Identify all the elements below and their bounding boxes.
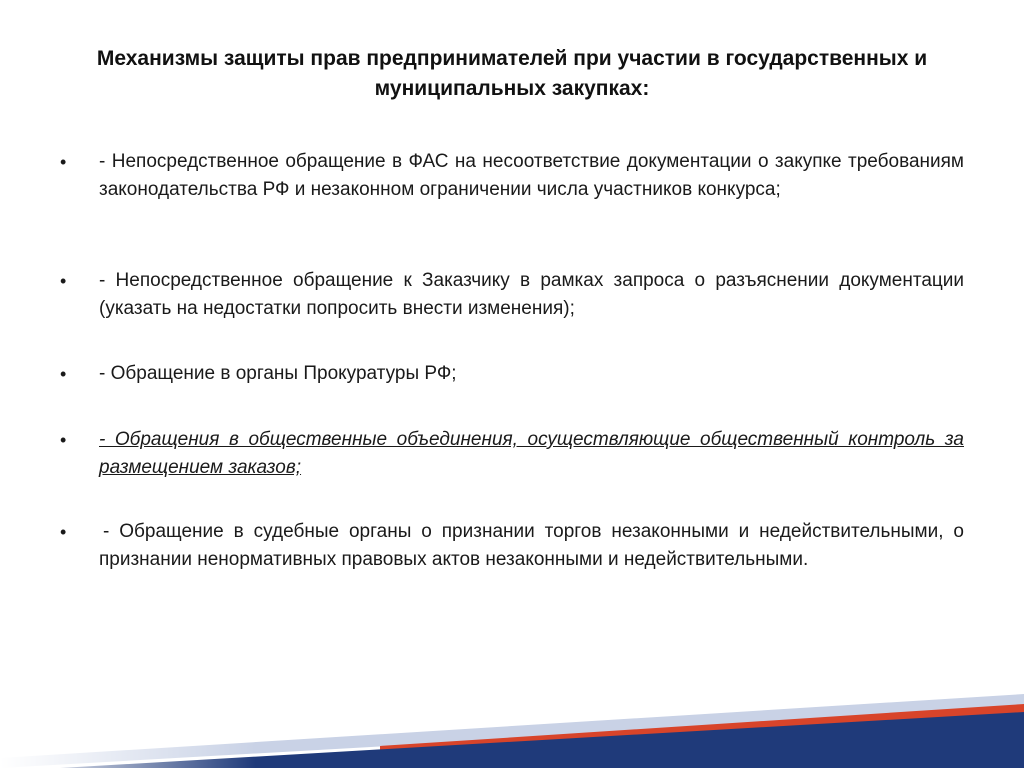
slide-title: Механизмы защиты прав предпринимателей при участии в государственных и муниципальных закупках:: [96, 47, 928, 100]
bullet-icon: •: [60, 522, 67, 542]
footer-band: [0, 690, 1024, 768]
footer-stripes-graphic: [0, 690, 1024, 768]
bullet-icon: •: [60, 271, 67, 291]
item-text: - Непосредственное обращение к Заказчику в рамках запроса о разъяснении документации (указать на недостатки попросить внести изменения);: [99, 270, 964, 319]
item-text: - Непосредственное обращение в ФАС на несоответствие документации о закупке требованиям законодательства РФ и незаконном ограничении числа участников конкурса;: [99, 151, 964, 200]
bullet-icon: •: [60, 430, 67, 450]
item-text: - Обращение в судебные органы о признании торгов незаконными и недействительными, о признании ненормативных правовых актов незаконными и недействительными.: [99, 521, 964, 570]
item-text: - Обращения в общественные объединения, осуществляющие общественный контроль за размещением заказов;: [99, 429, 964, 478]
item-text: - Обращение в органы Прокуратуры РФ;: [99, 363, 457, 384]
bullet-icon: •: [60, 364, 67, 384]
bullet-icon: •: [60, 152, 67, 172]
